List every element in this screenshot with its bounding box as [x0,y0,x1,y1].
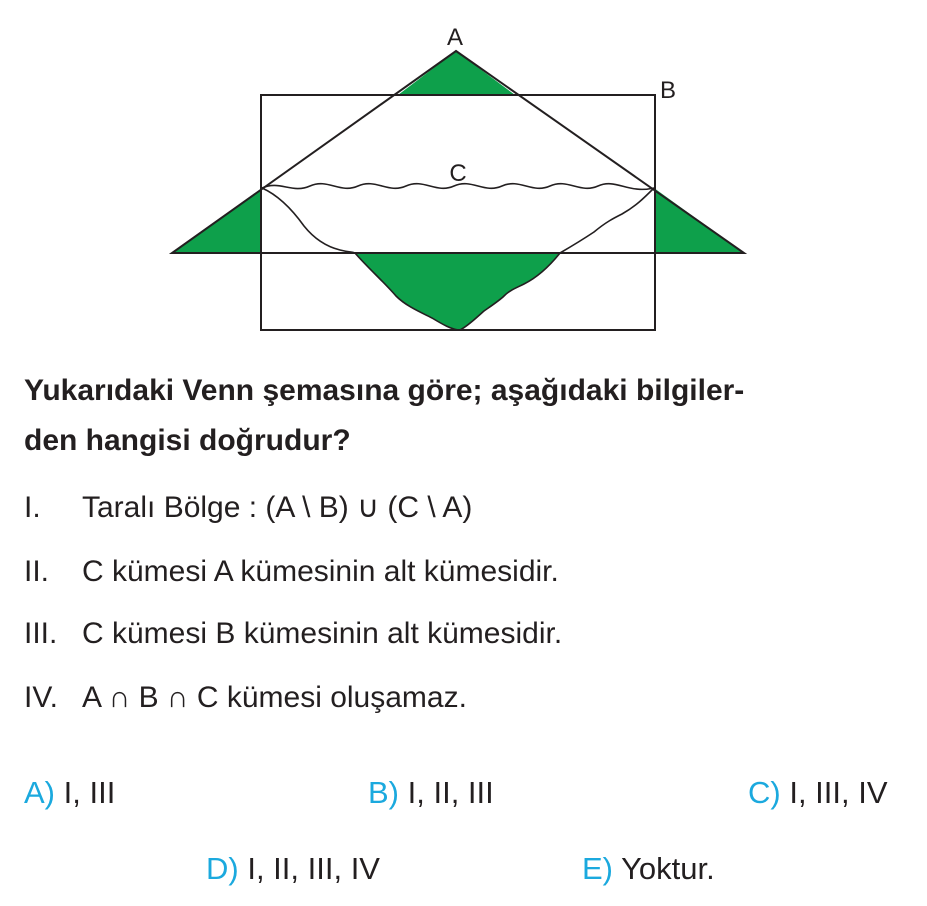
option-text: I, III, IV [789,775,888,810]
option-d[interactable] [206,849,380,889]
statement-text: C kümesi A kümesinin alt kümesidir. [82,555,559,588]
option-a[interactable] [24,773,115,813]
statement-text: C kümesi B kümesinin alt kümesidir. [82,617,563,650]
option-text: Yoktur. [621,851,715,886]
set-a-label: A [446,24,464,51]
option-text: I, III [63,775,116,810]
option-text: I, II, III, IV [247,851,380,886]
option-letter: E) [582,851,613,886]
question-line-1: Yukarıdaki Venn şemasına göre; aşağıdaki bilgiler- [24,374,745,407]
statement-4 [24,678,467,718]
option-text: I, II, III [407,775,494,810]
option-letter: B) [368,775,399,810]
question-text [24,366,914,466]
question-line-2: den hangisi doğrudur? [24,424,351,457]
option-letter: C) [748,775,781,810]
option-c[interactable] [748,773,888,813]
set-c-label: C [449,160,467,187]
statement-3 [24,614,562,654]
option-letter: D) [206,851,239,886]
shaded-region-bottom [355,253,560,330]
venn-diagram [0,0,927,360]
option-e[interactable] [582,849,715,889]
statement-text: A ∩ B ∩ C kümesi oluşamaz. [82,681,467,714]
statement-number: III. [24,617,58,650]
statement-number: IV. [24,681,58,714]
option-b[interactable] [368,773,494,813]
statement-number: I. [24,491,41,524]
set-b-label: B [660,77,677,104]
statement-1 [24,488,472,528]
statement-number: II. [24,555,50,588]
statement-2 [24,552,559,592]
option-letter: A) [24,775,55,810]
shaded-region-top [398,51,515,95]
statement-text: Taralı Bölge : (A \ B) ∪ (C \ A) [82,491,473,524]
